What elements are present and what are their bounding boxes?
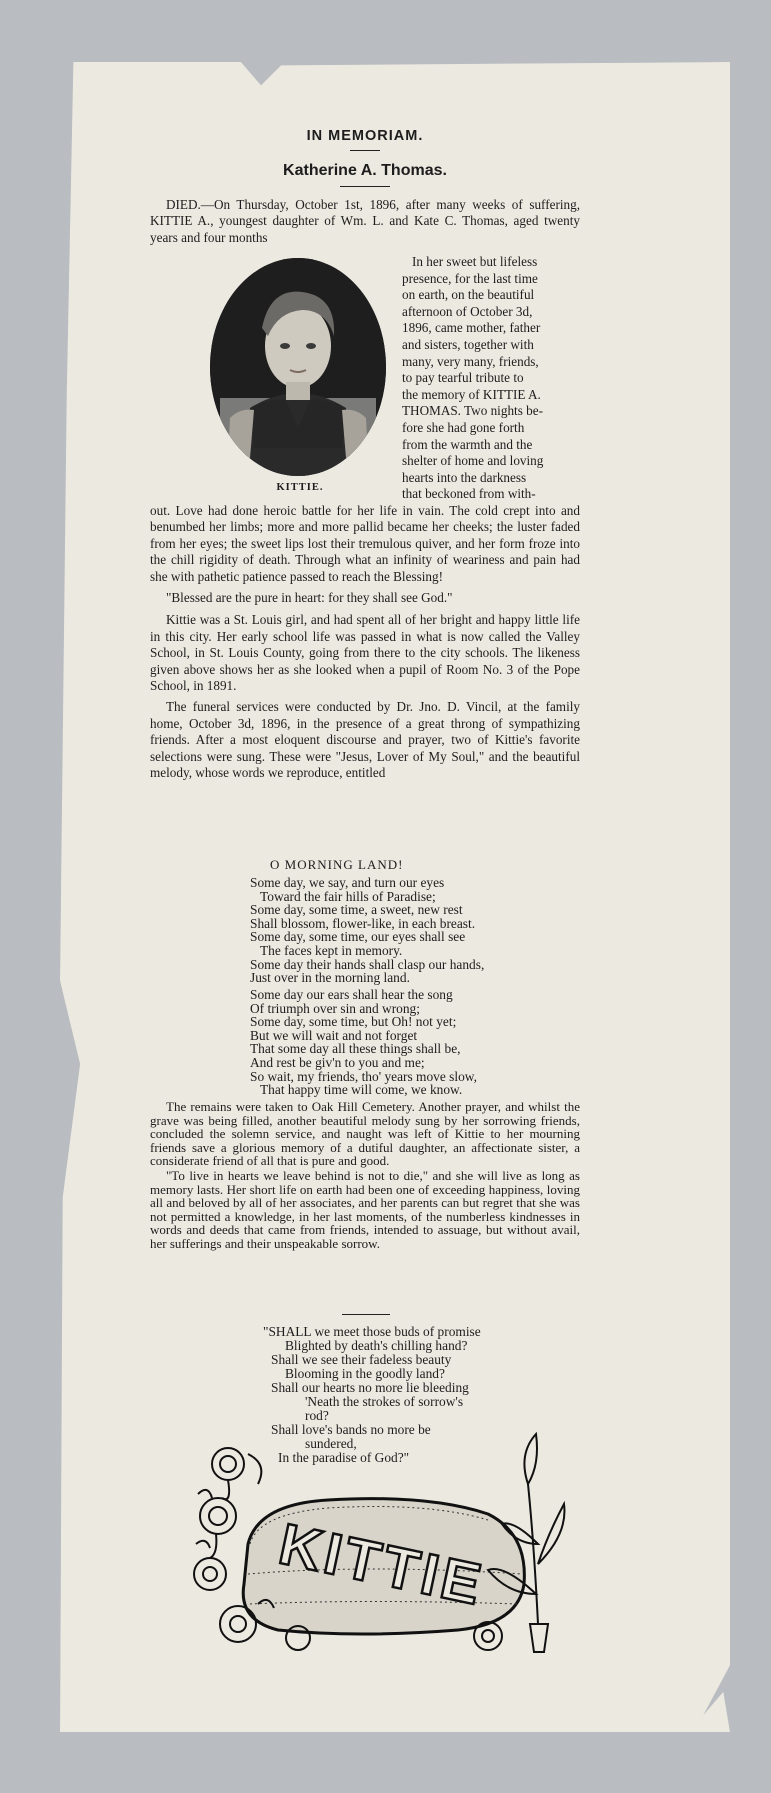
poem-line: That some day all these things shall be, xyxy=(250,1041,461,1057)
poem-line: Some day our ears shall hear the song xyxy=(250,987,453,1002)
closing-divider xyxy=(342,1314,390,1315)
verse-line: rod? xyxy=(305,1408,329,1423)
stone-text: KITTIE xyxy=(273,1511,491,1619)
wrap-line: fore she had gone forth xyxy=(402,419,525,435)
poem-line: Just over in the morning land. xyxy=(250,970,410,986)
wrap-line: afternoon of October 3d, xyxy=(402,303,533,319)
poem-title: O MORNING LAND! xyxy=(270,857,404,872)
verse-line: Blooming in the goodly land? xyxy=(285,1366,445,1381)
wrap-line: and sisters, together with xyxy=(402,336,534,352)
wrap-line: hearts into the darkness xyxy=(402,469,527,485)
verse-line: Shall our hearts no more lie bleeding xyxy=(271,1380,469,1395)
verse-line: sundered, xyxy=(305,1436,357,1451)
divider xyxy=(340,186,390,187)
poem-line: Shall blossom, flower-like, in each breast. xyxy=(250,915,476,931)
poem-line: That happy time will come, we know. xyxy=(260,1082,463,1098)
wrap-line: many, very many, friends, xyxy=(402,353,539,369)
poem-line: Of triumph over sin and wrong; xyxy=(250,1000,420,1016)
verse-line: Shall we see their fadeless beauty xyxy=(271,1352,452,1367)
scripture-quote: "Blessed are the pure in heart: for they shall see God." xyxy=(166,590,453,606)
poem-line: Some day, we say, and turn our eyes xyxy=(250,875,445,890)
wrap-line: from the warmth and the xyxy=(402,436,533,452)
paragraph-2: Kittie was a St. Louis girl, and had spent all of her bright and happy little life in this city. Her early school life was passed in what is now called the Valley School, in St. Louis County, going from there to the city schools. The likeness given above shows her as she looked when a pupil of Room No. 3 of the Pope School, in 1891. xyxy=(150,612,580,694)
wrap-line: that beckoned from with- xyxy=(402,486,536,502)
poem-line: And rest be giv'n to you and me; xyxy=(250,1054,425,1070)
paragraph-5: "To live in hearts we leave behind is not to die," and she will live as long as memory lasts. Her short life on earth had been one of exceeding happiness, loving all and beloved by all of her associates, and her parents can but regret that she was not permitted a knowledge, in her last moments, of the numberless kindnesses in words and deeds that came from friends, intended to assuage, but without avail, her sufferings and their unspeakable sorrow. xyxy=(150,1167,580,1251)
wrap-line: In her sweet but lifeless xyxy=(412,254,538,269)
gravestone-flowers-drawing xyxy=(188,1424,572,1654)
paragraph-4: The remains were taken to Oak Hill Cemetery. Another prayer, and whilst the grave was being filled, another beautiful melody sung by her sorrowing friends, concluded the solemn service, and naught was left of Kittie to her mourning friends save a glorious memory of a dutiful daughter, an affectionate sister, a considerate friend of all that is pure and good. xyxy=(150,1099,580,1169)
verse-line: Shall love's bands no more be xyxy=(271,1422,431,1437)
verse-line: Blighted by death's chilling hand? xyxy=(285,1338,468,1353)
wrap-line: 1896, came mother, father xyxy=(402,320,541,336)
poem-line: But we will wait and not forget xyxy=(250,1027,418,1043)
poem-line: So wait, my friends, tho' years move slow, xyxy=(250,1068,477,1084)
poem-line: The faces kept in memory. xyxy=(260,942,403,958)
intro-paragraph xyxy=(150,197,580,251)
portrait-photo xyxy=(210,258,386,476)
wrap-line: to pay tearful tribute to xyxy=(402,370,524,386)
intro-text: DIED.—On Thursday, October 1st, 1896, after many weeks of suffering, KITTIE A., youngest daughter of Wm. L. and Kate C. Thomas, aged twenty years and four months xyxy=(150,197,580,245)
paragraph-3: The funeral services were conducted by Dr. Jno. D. Vincil, at the family home, October 3d, 1896, in the presence of a great throng of sympathizing friends. After a most eloquent discourse and prayer, two of Kittie's favorite selections were sung. These were "Jesus, Lover of My Soul," and the beautiful melody, whose words we reproduce, entitled xyxy=(150,699,580,781)
wrap-line: THOMAS. Two nights be- xyxy=(402,403,543,419)
portrait-image xyxy=(210,258,386,476)
verse-line: In the paradise of God?" xyxy=(278,1450,410,1465)
wrap-text xyxy=(402,254,580,503)
wrap-line: shelter of home and loving xyxy=(402,453,544,469)
wrap-line: the memory of KITTIE A. xyxy=(402,386,541,402)
heading: IN MEMORIAM. xyxy=(306,128,424,144)
wrap-line: presence, for the last time xyxy=(402,270,538,286)
poem-line: Some day, some time, our eyes shall see xyxy=(250,929,466,945)
poem-stanza-1 xyxy=(250,876,570,985)
wrap-line: on earth, on the beautiful xyxy=(402,287,535,303)
verse-line: "SHALL we meet those buds of promise xyxy=(263,1324,481,1339)
paragraph-1-continued: out. Love had done heroic battle for her life in vain. The cold crept into and benumbed her limbs; more and more pallid became her cheeks; the luster faded from her eyes; the sweet lips lost their tremulous quiver, and her form froze into the chill rigidity of death. Through what an infinity of weariness and pain had she with pathetic patience passed to reach the Blessing! xyxy=(150,503,580,584)
body-column xyxy=(150,503,580,787)
deceased-name: Katherine A. Thomas. xyxy=(283,162,447,179)
divider-short xyxy=(350,150,380,151)
verse-line: 'Neath the strokes of sorrow's xyxy=(305,1394,464,1409)
gravestone-illustration xyxy=(188,1424,572,1654)
poem-line: Some day, some time, a sweet, new rest xyxy=(250,902,463,918)
poem-stanza-2 xyxy=(250,988,570,1097)
poem-line: Some day their hands shall clasp our hands, xyxy=(250,956,485,972)
poem-line: Toward the fair hills of Paradise; xyxy=(260,888,436,904)
photo-caption: KITTIE. xyxy=(276,482,324,493)
closing-column xyxy=(150,1100,580,1256)
poem-line: Some day, some time, but Oh! not yet; xyxy=(250,1014,457,1030)
